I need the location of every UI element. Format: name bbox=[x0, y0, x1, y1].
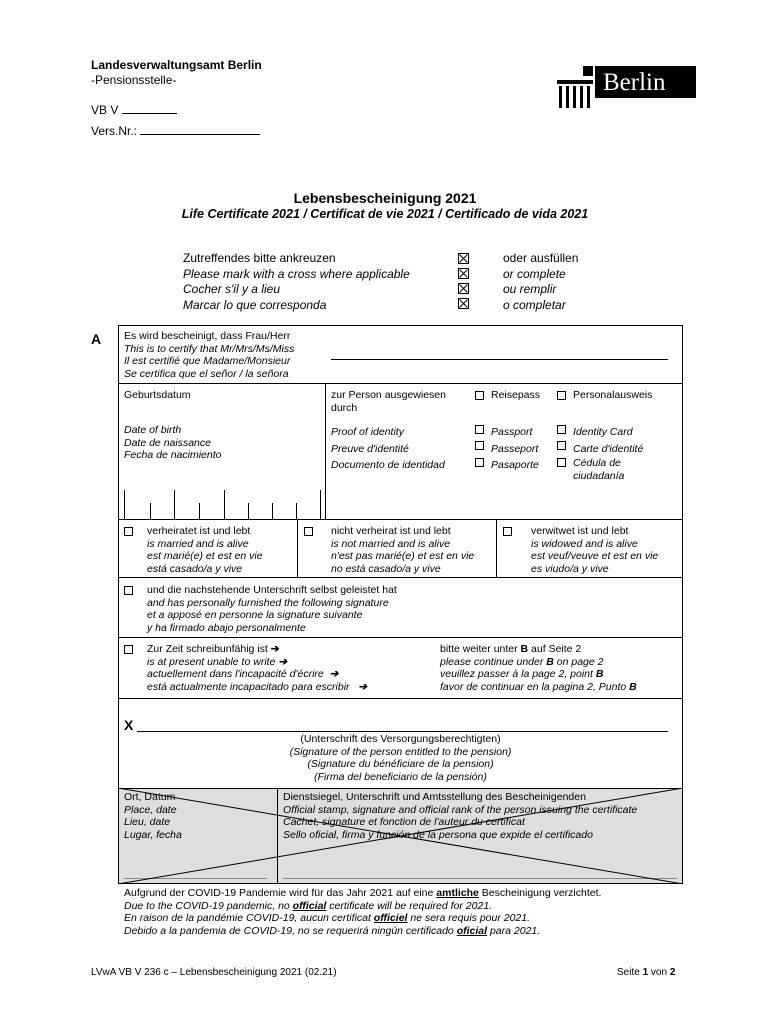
identity-labels bbox=[331, 424, 445, 474]
unable-fr: actuellement dans l'incapacité d'écrire bbox=[147, 668, 324, 680]
example-cross-box bbox=[458, 253, 469, 264]
certify-fr: Il est certifié que Madame/Monsieur bbox=[124, 355, 291, 367]
instructions-alt bbox=[503, 251, 578, 313]
section-a-marker: A bbox=[91, 331, 102, 347]
place-date-en: Place, date bbox=[124, 803, 177, 816]
example-cross-box bbox=[458, 268, 469, 279]
idcard-label-de: Personalausweis bbox=[573, 389, 653, 401]
signature-self-checkbox[interactable] bbox=[124, 586, 133, 595]
passport-checkbox[interactable] bbox=[475, 458, 484, 467]
passport-es: Pasaporte bbox=[491, 459, 539, 471]
page-title: Lebensbescheinigung 2021 bbox=[293, 190, 477, 206]
passport-label-de: Reisepass bbox=[491, 389, 541, 401]
identity-en: Proof of identity bbox=[331, 426, 404, 438]
arrow-right-icon: ➔ bbox=[329, 668, 339, 680]
berlin-logo bbox=[557, 66, 696, 110]
sig-caption-fr: (Signature du bénéficiare de la pension) bbox=[307, 758, 494, 770]
row-divider bbox=[297, 520, 298, 577]
birth-es: Fecha de nacimiento bbox=[124, 449, 222, 461]
idcard-checkbox[interactable] bbox=[557, 441, 566, 450]
covid-en: Due to the COVID-19 pandemic, no official certificate will be required for 2021. bbox=[124, 899, 493, 912]
arrow-right-icon: ➔ bbox=[358, 680, 368, 693]
certify-de: Es wird bescheinigt, dass Frau/Herr bbox=[124, 330, 291, 342]
passport-checkbox[interactable] bbox=[475, 425, 484, 434]
unable-en: is at present unable to write bbox=[147, 655, 276, 668]
idcard-checkbox[interactable] bbox=[557, 391, 566, 400]
not-married-fr: n'est pas marié(e) et est en vie bbox=[331, 550, 475, 562]
passport-checkbox[interactable] bbox=[475, 441, 484, 450]
signature-x-mark: X bbox=[124, 717, 134, 733]
married-en: is married and is alive bbox=[147, 537, 249, 550]
logo-panel bbox=[595, 66, 696, 98]
row-divider bbox=[325, 384, 326, 519]
married-text bbox=[147, 525, 263, 575]
idcard-en: Identity Card bbox=[573, 426, 633, 438]
passport-en: Passport bbox=[491, 426, 533, 438]
vb-blank bbox=[122, 113, 177, 114]
continue-es: favor de continuar en la pagina 2, Punto B bbox=[440, 680, 637, 693]
widowed-checkbox[interactable] bbox=[503, 527, 512, 536]
certify-en: This is to certify that Mr/Mrs/Ms/Miss bbox=[124, 342, 295, 355]
page-number: Seite 1 von 2 bbox=[617, 967, 676, 978]
continue-de: bitte weiter unter B auf Seite 2 bbox=[440, 643, 582, 655]
page-subtitle: Life Certificate 2021 / Certificat de vie 2021 / Certificado de vida 2021 bbox=[181, 207, 589, 221]
vers-label: Vers.Nr.: bbox=[91, 124, 138, 138]
identity-es: Documento de identidad bbox=[331, 459, 445, 471]
identity-de1: zur Person ausgewiesen bbox=[331, 389, 446, 401]
covid-fr: En raison de la pandémie COVID-19, aucun certificat officiel ne sera requis pour 2021. bbox=[124, 912, 531, 924]
idcard-checkbox[interactable] bbox=[557, 425, 566, 434]
sig-caption-es: (Firma del beneficiario de la pensión) bbox=[314, 770, 487, 783]
married-fr: est marié(e) et est en vie bbox=[147, 550, 263, 562]
signature-input-line[interactable] bbox=[137, 731, 668, 732]
idcard-labels bbox=[573, 424, 643, 482]
widowed-en: is widowed and is alive bbox=[531, 537, 638, 550]
arrow-right-icon: ➔ bbox=[270, 643, 280, 655]
not-married-de: nicht verheirat ist und lebt bbox=[331, 525, 451, 537]
stamp-de: Dienstsiegel, Unterschrift und Amtsstellung des Bescheinigenden bbox=[283, 791, 586, 803]
cross-out-lines bbox=[118, 788, 683, 884]
arrow-right-icon: ➔ bbox=[278, 655, 288, 668]
place-date-de: Ort, Datum bbox=[124, 791, 176, 803]
stamp-es: Sello oficial, firma y función de la persona que expide el certificado bbox=[283, 828, 593, 841]
vers-blank bbox=[140, 134, 260, 135]
alt-de: oder ausfüllen bbox=[503, 251, 579, 265]
sig-caption-de: (Unterschrift des Versorgungsberechtigten) bbox=[300, 733, 501, 745]
not-married-checkbox[interactable] bbox=[304, 527, 313, 536]
certify-es: Se certifica que el señor / la señora bbox=[124, 367, 289, 380]
identity-fr: Preuve d'identité bbox=[331, 442, 409, 455]
vb-label: VB V bbox=[91, 103, 119, 117]
covid-es: Debido a la pandemia de COVID-19, no se requerirá ningún certificado oficial para 2021. bbox=[124, 924, 541, 937]
signature-self-text bbox=[147, 584, 397, 634]
birth-en: Date of birth bbox=[124, 424, 182, 436]
idcard-fr: Carte d'identité bbox=[573, 442, 644, 455]
birth-label-de: Geburtsdatum bbox=[124, 389, 191, 401]
instructions bbox=[183, 251, 410, 313]
unable-text bbox=[147, 643, 367, 693]
unable-checkbox[interactable] bbox=[124, 645, 133, 654]
logo-text: Berlin bbox=[603, 69, 666, 96]
covid-note bbox=[124, 887, 601, 937]
vers-field[interactable] bbox=[91, 124, 260, 138]
sig-caption-en: (Signature of the person entitled to the pension) bbox=[289, 745, 512, 758]
place-date-es: Lugar, fecha bbox=[124, 828, 182, 841]
alt-fr: ou remplir bbox=[503, 282, 557, 296]
stamp-fr: Cachet, signature et fonction de l'auteur du certificat bbox=[283, 816, 525, 828]
instruction-fr: Cocher s'il y a lieu bbox=[183, 282, 280, 296]
not-married-es: no está casado/a y vive bbox=[331, 562, 441, 575]
name-input-line[interactable] bbox=[331, 359, 668, 360]
widowed-de: verwitwet ist und lebt bbox=[531, 525, 629, 537]
row-divider bbox=[496, 520, 497, 577]
idcard-es-1: Cédula de bbox=[573, 457, 621, 469]
form-number: LVwA VB V 236 c – Lebensbescheinigung 2021 (02.21) bbox=[91, 967, 337, 978]
unable-es: está actualmente incapacitado para escribir bbox=[147, 680, 350, 693]
idcard-es-2: ciudadanía bbox=[573, 469, 625, 482]
identity-label-de bbox=[331, 389, 446, 414]
passport-labels bbox=[491, 424, 539, 474]
signature-self-es: y ha firmado abajo personalmente bbox=[147, 621, 306, 634]
married-es: está casado/a y vive bbox=[147, 562, 243, 575]
place-date-fr: Lieu, date bbox=[124, 816, 171, 828]
example-cross-box bbox=[458, 298, 469, 309]
stamp-en: Official stamp, signature and official rank of the person issuing the certificate bbox=[283, 803, 638, 816]
signature-self-en: and has personally furnished the following signature bbox=[147, 596, 389, 609]
alt-en: or complete bbox=[503, 266, 566, 281]
signature-self-fr: et a apposé en personne la signature suivante bbox=[147, 609, 363, 621]
continue-text bbox=[440, 643, 637, 693]
passport-checkbox[interactable] bbox=[475, 391, 484, 400]
married-checkbox[interactable] bbox=[124, 527, 133, 536]
authority-name: Landesverwaltungsamt Berlin bbox=[91, 58, 262, 72]
married-de: verheiratet ist und lebt bbox=[147, 525, 251, 537]
signature-self-de: und die nachstehende Unterschrift selbst geleistet hat bbox=[147, 584, 397, 596]
continue-fr: veuillez passer à la page 2, point B bbox=[440, 668, 604, 680]
idcard-checkbox[interactable] bbox=[557, 458, 566, 467]
department-name: -Pensionsstelle- bbox=[91, 73, 177, 87]
widowed-es: es viudo/a y vive bbox=[531, 562, 609, 575]
instruction-es: Marcar lo que corresponda bbox=[183, 297, 327, 312]
not-married-en: is not married and is alive bbox=[331, 537, 451, 550]
covid-de: Aufgrund der COVID-19 Pandemie wird für das Jahr 2021 auf eine amtliche Bescheinigung verzichtet. bbox=[124, 887, 602, 899]
passport-fr: Passeport bbox=[491, 442, 539, 455]
widowed-fr: est veuf/veuve et est en vie bbox=[531, 550, 659, 562]
not-married-text bbox=[331, 525, 474, 575]
instruction-en: Please mark with a cross where applicable bbox=[183, 266, 410, 281]
certify-text bbox=[124, 330, 294, 380]
birth-labels bbox=[124, 424, 221, 462]
continue-en: please continue under B on page 2 bbox=[440, 655, 604, 668]
vb-field[interactable] bbox=[91, 103, 177, 117]
example-cross-box bbox=[458, 283, 469, 294]
birth-date-input[interactable] bbox=[124, 490, 321, 519]
instruction-de: Zutreffendes bitte ankreuzen bbox=[183, 251, 336, 265]
identity-de2: durch bbox=[331, 401, 358, 414]
birth-fr: Date de naissance bbox=[124, 436, 211, 449]
alt-es: o completar bbox=[503, 297, 566, 312]
widowed-text bbox=[531, 525, 658, 575]
unable-de: Zur Zeit schreibunfähig ist bbox=[147, 643, 268, 655]
signature-caption bbox=[118, 733, 683, 783]
